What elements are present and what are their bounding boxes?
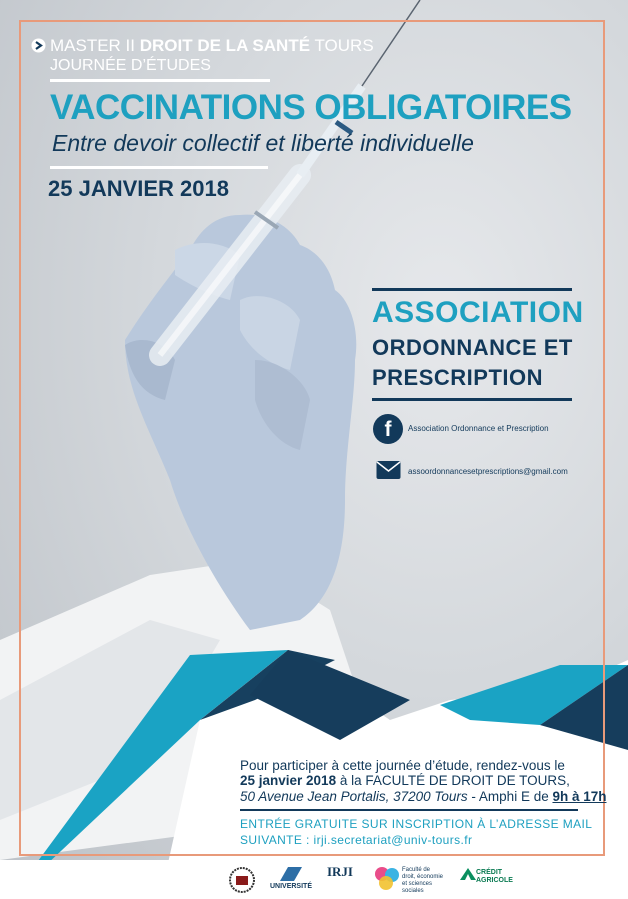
assoc-rule-bottom bbox=[372, 398, 572, 401]
facebook-icon[interactable]: f bbox=[373, 414, 403, 444]
master-prefix: MASTER II bbox=[50, 36, 140, 55]
irji-logo: IRJI bbox=[326, 864, 353, 879]
assoc-rule-top bbox=[372, 288, 572, 291]
info-address: 50 Avenue Jean Portalis, 37200 Tours bbox=[240, 789, 468, 804]
master-suffix: TOURS bbox=[310, 36, 374, 55]
info-line1: Pour participer à cette journée d’étude, rendez-vous le bbox=[240, 758, 565, 773]
info-place: à la FACULTÉ DE DROIT DE TOURS, bbox=[336, 773, 570, 788]
mail-icon[interactable] bbox=[376, 460, 401, 480]
info-amphi: - Amphi E de bbox=[467, 789, 553, 804]
divider-top bbox=[50, 79, 270, 82]
page-title: VACCINATIONS OBLIGATOIRES bbox=[50, 88, 572, 127]
master-line bbox=[50, 36, 374, 56]
logo-bar bbox=[0, 860, 628, 899]
entry-line2[interactable]: SUIVANTE : irji.secretariat@univ-tours.fr bbox=[240, 833, 473, 847]
event-date: 25 JANVIER 2018 bbox=[48, 176, 229, 201]
info-divider bbox=[240, 809, 578, 811]
info-line3 bbox=[240, 789, 607, 804]
subtitle: Entre devoir collectif et liberté individuelle bbox=[52, 130, 474, 156]
facebook-link[interactable]: Association Ordonnance et Prescription bbox=[408, 424, 549, 433]
universite-logo-icon bbox=[276, 865, 306, 883]
email-link[interactable]: assoordonnancesetprescriptions@gmail.com bbox=[408, 467, 568, 476]
assoc-line1: ASSOCIATION bbox=[372, 296, 584, 329]
master-bold: DROIT DE LA SANTÉ bbox=[139, 36, 311, 55]
journee-label: JOURNÉE D’ÉTUDES bbox=[50, 57, 211, 74]
master-seal-logo bbox=[228, 866, 256, 894]
assoc-line2: ORDONNANCE ET bbox=[372, 335, 573, 360]
info-hours: 9h à 17h bbox=[552, 789, 607, 804]
entry-line1: ENTRÉE GRATUITE SUR INSCRIPTION À L’ADRESSE MAIL bbox=[240, 817, 593, 831]
credit-agricole-logo: CRÉDIT AGRICOLE bbox=[476, 869, 513, 884]
info-line2 bbox=[240, 773, 570, 788]
info-date: 25 janvier 2018 bbox=[240, 773, 337, 788]
credit-agricole-icon bbox=[460, 868, 476, 882]
faculte-logo: Faculté de droit, économie et sciences sociales bbox=[402, 867, 444, 894]
divider-mid bbox=[50, 166, 268, 169]
assoc-line3: PRESCRIPTION bbox=[372, 365, 544, 390]
universite-logo: UNIVERSITÉ bbox=[269, 883, 312, 890]
faculte-logo-icon bbox=[372, 864, 402, 892]
arrow-circle-icon bbox=[31, 38, 46, 53]
